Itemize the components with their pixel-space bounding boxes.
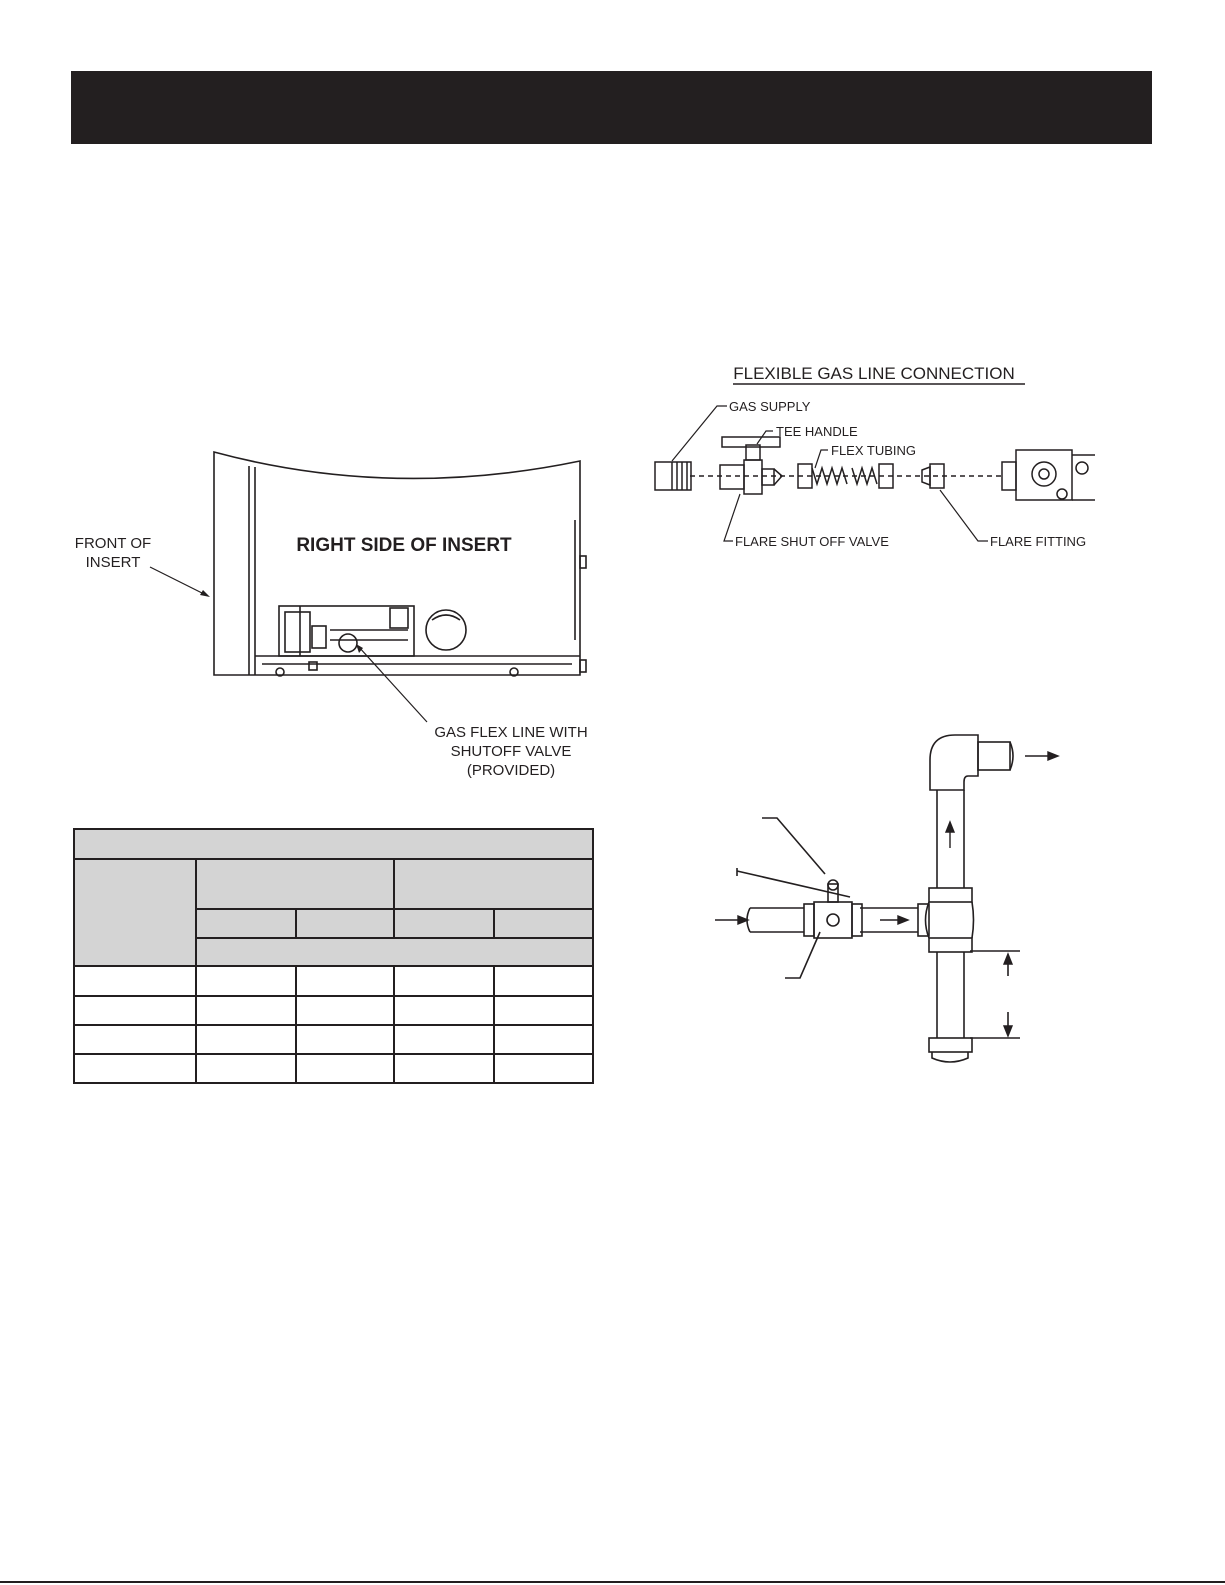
flex-line-label-2: SHUTOFF VALVE bbox=[450, 743, 572, 760]
gas-supply-pipe-icon bbox=[655, 462, 691, 490]
flare-shutoff-valve-label: FLARE SHUT OFF VALVE bbox=[735, 534, 889, 549]
flare-fitting-label: FLARE FITTING bbox=[990, 534, 1087, 549]
table-subheader-cell bbox=[394, 909, 494, 938]
sediment-trap-cap-icon bbox=[929, 1038, 972, 1062]
table-group-header-cell bbox=[394, 859, 593, 909]
ball-valve-icon bbox=[737, 868, 862, 938]
table-subheader-cell bbox=[196, 909, 296, 938]
right-side-of-insert-label: RIGHT SIDE OF INSERT bbox=[296, 535, 512, 556]
insert-side-diagram bbox=[60, 440, 605, 790]
flow-arrow-icon bbox=[715, 752, 1058, 1036]
gas-pipe-table bbox=[73, 828, 594, 1084]
gas-valve-control-icon bbox=[1002, 450, 1095, 500]
footer-rule bbox=[0, 1581, 1225, 1583]
front-of-insert-label-2: INSERT bbox=[85, 554, 141, 571]
flex-connection-diagram bbox=[640, 355, 1100, 550]
table-row bbox=[74, 966, 593, 996]
tee-handle-valve-icon bbox=[720, 437, 782, 494]
table-group-header-cell bbox=[196, 859, 394, 909]
table-row bbox=[74, 1054, 593, 1083]
table-subheader-cell bbox=[494, 909, 593, 938]
flex-tubing-label: FLEX TUBING bbox=[831, 443, 917, 458]
tee-handle-label: TEE HANDLE bbox=[776, 424, 858, 439]
section-header-bar bbox=[71, 71, 1152, 144]
elbow-fitting-icon bbox=[930, 735, 1010, 790]
table-title-cell bbox=[74, 829, 593, 859]
pipe-tee-diagram bbox=[700, 725, 1070, 1070]
table-units-cell bbox=[196, 938, 593, 966]
flex-line-label-3: (PROVIDED) bbox=[466, 762, 556, 779]
gas-supply-label: GAS SUPPLY bbox=[729, 399, 811, 414]
flex-connection-title: FLEXIBLE GAS LINE CONNECTION bbox=[733, 364, 1015, 383]
table-row bbox=[74, 996, 593, 1025]
flex-line-label-1: GAS FLEX LINE WITH bbox=[434, 724, 588, 741]
front-of-insert-label-1: FRONT OF bbox=[74, 535, 152, 552]
tee-fitting-icon bbox=[918, 888, 974, 952]
table-row-header-cell bbox=[74, 859, 196, 966]
table-subheader-cell bbox=[296, 909, 394, 938]
table-row bbox=[74, 1025, 593, 1054]
